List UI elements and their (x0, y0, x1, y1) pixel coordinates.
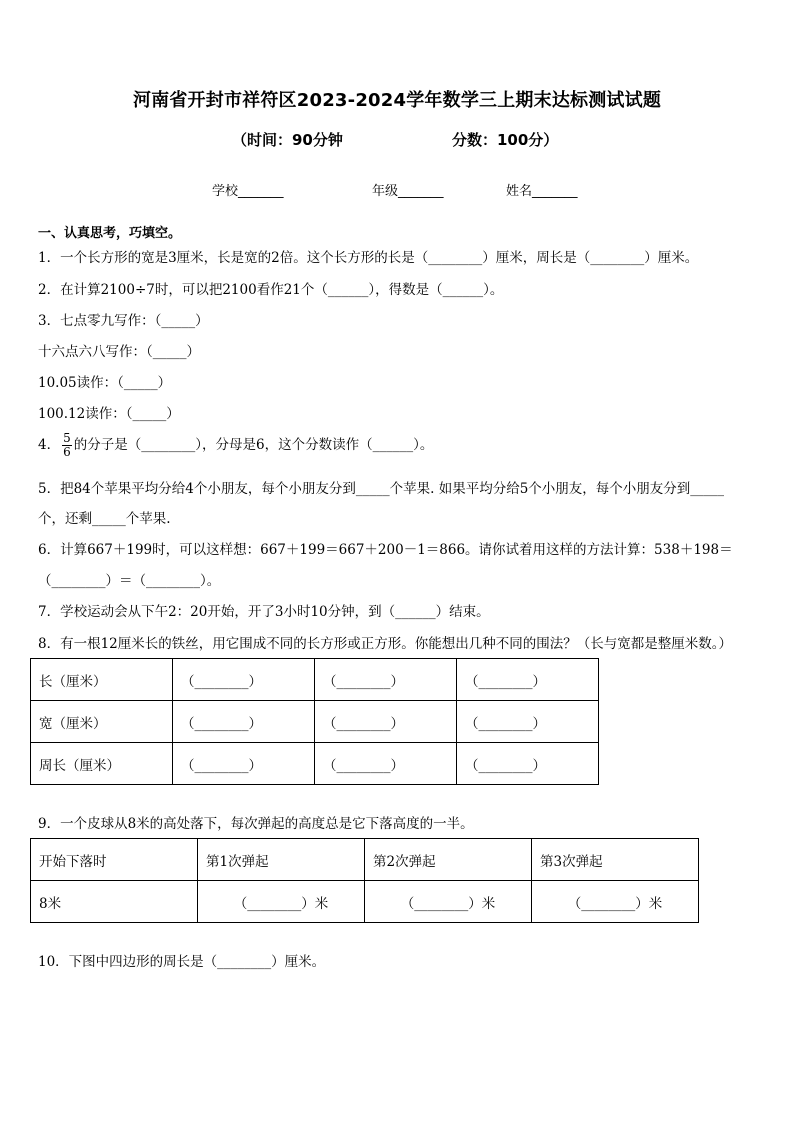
answer-cell: （________） (173, 743, 315, 785)
question-2: 2．在计算2100÷7时，可以把2100看作21个（______），得数是（______）。 (38, 282, 504, 298)
answer-cell: （________） (315, 659, 457, 701)
fraction (62, 432, 72, 459)
page-title: 河南省开封市祥符区2023-2024学年数学三上期末达标测试试题 (132, 90, 662, 111)
question-10: 10．下图中四边形的周长是（________）厘米。 (38, 954, 326, 970)
question-8: 8．有一根12厘米长的铁丝，用它围成不同的长方形或正方形。你能想出几种不同的围法？（长与宽都是整厘米数。） (38, 636, 733, 652)
question-9: 9．一个皮球从8米的高处落下，每次弹起的高度总是它下落高度的一半。 (38, 816, 474, 832)
column-header: 开始下落时 (31, 839, 198, 881)
answer-cell: （________） (457, 743, 599, 785)
value-cell: 8米 (31, 881, 198, 923)
question-3c: 10.05读作：（_____） (38, 375, 172, 391)
answer-cell: （________） (315, 743, 457, 785)
table-row (31, 881, 699, 923)
table-row (31, 743, 599, 785)
question-7: 7．学校运动会从下午2：20开始，开了3小时10分钟，到（______）结束。 (38, 604, 490, 620)
exam-time: （时间：90分钟 (232, 131, 343, 149)
question-3b: 十六点六八写作：（_____） (38, 344, 200, 360)
table-9 (30, 838, 699, 923)
exam-score: 分数：100分） (452, 131, 559, 149)
answer-cell: （________） (173, 659, 315, 701)
row-label: 宽（厘米） (31, 701, 173, 743)
question-1: 1．一个长方形的宽是3厘米，长是宽的2倍。这个长方形的长是（________）厘米，周长是（________）厘米。 (38, 250, 699, 266)
column-header: 第2次弹起 (365, 839, 532, 881)
question-4-text: 的分子是（________），分母是6，这个分数读作（______）。 (73, 437, 434, 453)
fraction-numerator: 5 (63, 431, 71, 445)
question-3a: 3．七点零九写作：（_____） (38, 313, 209, 329)
column-header: 第1次弹起 (198, 839, 365, 881)
table-8 (30, 658, 599, 785)
table-row (31, 701, 599, 743)
section-heading: 一、认真思考，巧填空。 (38, 226, 182, 241)
table-row (31, 659, 599, 701)
answer-cell: （________） (457, 701, 599, 743)
question-4 (38, 432, 433, 459)
answer-cell: （________） (173, 701, 315, 743)
question-4-prefix: 4． (38, 437, 61, 453)
answer-cell: （________） (315, 701, 457, 743)
answer-cell: （________）米 (532, 881, 699, 923)
question-5b: 个，还剩_____个苹果. (38, 511, 171, 527)
answer-cell: （________）米 (198, 881, 365, 923)
answer-cell: （________） (457, 659, 599, 701)
grade-field: 年级_______ (372, 184, 444, 199)
row-label: 周长（厘米） (31, 743, 173, 785)
answer-cell: （________）米 (365, 881, 532, 923)
row-label: 长（厘米） (31, 659, 173, 701)
question-5a: 5．把84个苹果平均分给4个小朋友，每个小朋友分到_____个苹果. 如果平均分给5个小朋友，每个小朋友分到_____ (38, 481, 725, 497)
fraction-denominator: 6 (63, 445, 71, 459)
question-6b: （________）＝（________）。 (38, 573, 221, 589)
table-row (31, 839, 699, 881)
school-field: 学校_______ (212, 184, 284, 199)
question-3d: 100.12读作：（_____） (38, 406, 180, 422)
question-6a: 6．计算667＋199时，可以这样想：667＋199＝667＋200－1＝866。请你试着用这样的方法计算：538＋198＝ (38, 542, 733, 558)
column-header: 第3次弹起 (532, 839, 699, 881)
name-field: 姓名_______ (506, 184, 578, 199)
